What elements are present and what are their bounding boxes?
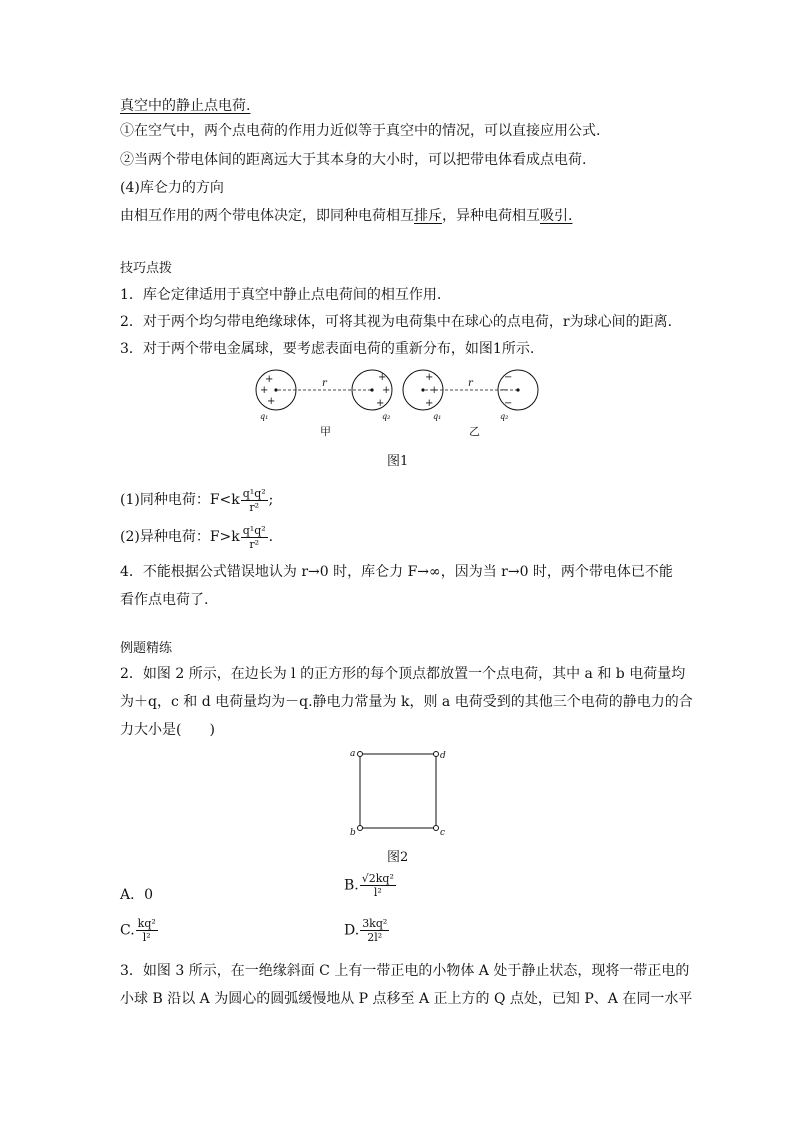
formula-same-charge: (1)同种电荷：F<k $\frac{\text{q¹q²}}{\text{r²}}$ ; xyxy=(120,486,274,514)
svg-text:+: + xyxy=(425,398,434,409)
question-3-line-2: 小球 B 沿以 A 为圆心的圆弧缓慢地从 P 点移至 A 正上方的 Q 点处，已知 P、A 在同一水平 xyxy=(120,991,693,1007)
svg-text:−: − xyxy=(504,398,513,409)
option-c[interactable]: C. $\frac{\text{kq²}}{\text{l²}}$ xyxy=(120,917,156,944)
tip-1: 1．库仑定律适用于真空中静止点电荷间的相互作用. xyxy=(120,287,442,303)
example-heading: 例题精练 xyxy=(120,641,173,656)
option-b[interactable]: B. $\frac{\text{√2kq²}}{\text{l²}}$ xyxy=(344,872,394,899)
label-c: c xyxy=(440,828,446,838)
svg-text:−: − xyxy=(500,385,509,396)
fraction-q1q2-over-r2: $\frac{\text{q¹q²}}{\text{r²}}$ xyxy=(242,486,266,514)
charge-b xyxy=(358,826,363,831)
option-a[interactable]: A．0 xyxy=(120,887,154,903)
label-q1-jia: q₁ xyxy=(260,412,269,421)
tip-2: 2．对于两个均匀带电绝缘球体，可将其视为电荷集中在球心的点电荷，r为球心间的距离. xyxy=(120,314,673,330)
label-b: b xyxy=(350,828,356,838)
tip-4-line-2: 看作点电荷了. xyxy=(120,592,209,608)
label-q2-yi: q₂ xyxy=(500,412,509,421)
charge-d xyxy=(434,752,439,757)
underline-attract: 吸引. xyxy=(540,208,573,224)
svg-text:+: + xyxy=(382,385,391,396)
svg-text:+: + xyxy=(267,396,276,407)
fraction-q1q2-over-r2: $\frac{\text{q¹q²}}{\text{r²}}$ xyxy=(242,523,266,551)
svg-text:+: + xyxy=(376,398,385,409)
charge-a xyxy=(358,752,363,757)
charge-c xyxy=(434,826,439,831)
svg-text:+: + xyxy=(425,372,434,383)
intro-line-2: ①在空气中，两个点电荷的作用力近似等于真空中的情况，可以直接应用公式. xyxy=(120,123,601,139)
figure-1 xyxy=(240,362,560,442)
tip-3: 3．对于两个带电金属球，要考虑表面电荷的重新分布，如图1所示. xyxy=(120,341,535,357)
svg-text:−: − xyxy=(504,372,513,383)
label-a: a xyxy=(350,749,356,759)
label-d: d xyxy=(440,751,446,761)
square-side xyxy=(360,754,436,828)
intro-line-4: (4)库仑力的方向 xyxy=(120,180,224,196)
option-b-fraction: $\frac{\text{√2kq²}}{\text{l²}}$ xyxy=(361,872,394,899)
tip-4-line-1: 4．不能根据公式错误地认为 r→0 时，库仑力 F→∞，因为当 r→0 时，两个带电体已不能 xyxy=(120,564,673,580)
question-3-line-1: 3．如图 3 所示，在一绝缘斜面 C 上有一带正电的小物体 A 处于静止状态，现将一带正电的 xyxy=(120,963,690,979)
intro-line-5: 由相互作用的两个带电体决定，即同种电荷相互排斥，异种电荷相互吸引. xyxy=(120,208,573,224)
svg-text:+: + xyxy=(430,385,439,396)
label-yi: 乙 xyxy=(469,425,480,438)
svg-text:+: + xyxy=(378,372,387,383)
label-jia: 甲 xyxy=(320,425,331,438)
tips-heading: 技巧点拨 xyxy=(120,261,173,276)
svg-text:+: + xyxy=(260,385,269,396)
formula-opposite-charge: (2)异种电荷：F>k $\frac{\text{q¹q²}}{\text{r²}}$ . xyxy=(120,523,274,551)
intro-line-3: ②当两个带电体间的距离远大于其本身的大小时，可以把带电体看成点电荷. xyxy=(120,152,587,168)
figure-2-caption: 图2 xyxy=(387,850,409,865)
question-2-line-1: 2．如图 2 所示，在边长为 l 的正方形的每个顶点都放置一个点电荷，其中 a 和 b 电荷量均 xyxy=(120,666,686,682)
label-q1-yi: q₁ xyxy=(433,412,442,421)
option-c-fraction: $\frac{\text{kq²}}{\text{l²}}$ xyxy=(137,917,156,944)
distance-r-yi: r xyxy=(468,378,473,389)
figure-2 xyxy=(340,742,460,838)
distance-r-jia: r xyxy=(322,378,327,389)
svg-text:+: + xyxy=(265,374,274,385)
label-q2-jia: q₂ xyxy=(382,412,391,421)
intro-underlined-text: 真空中的静止点电荷. xyxy=(120,98,251,114)
question-2-line-3: 力大小是( ) xyxy=(120,722,215,738)
question-2-line-2: 为＋q，c 和 d 电荷量均为－q.静电力常量为 k，则 a 电荷受到的其他三个电荷的静电力的合 xyxy=(120,694,693,710)
option-d-fraction: $\frac{\text{3kq²}}{\text{2l²}}$ xyxy=(362,917,388,944)
intro-line-1 xyxy=(120,96,250,116)
underline-repel: 排斥 xyxy=(414,208,442,224)
option-d[interactable]: D. $\frac{\text{3kq²}}{\text{2l²}}$ xyxy=(344,917,388,944)
figure-1-caption: 图1 xyxy=(387,454,409,469)
